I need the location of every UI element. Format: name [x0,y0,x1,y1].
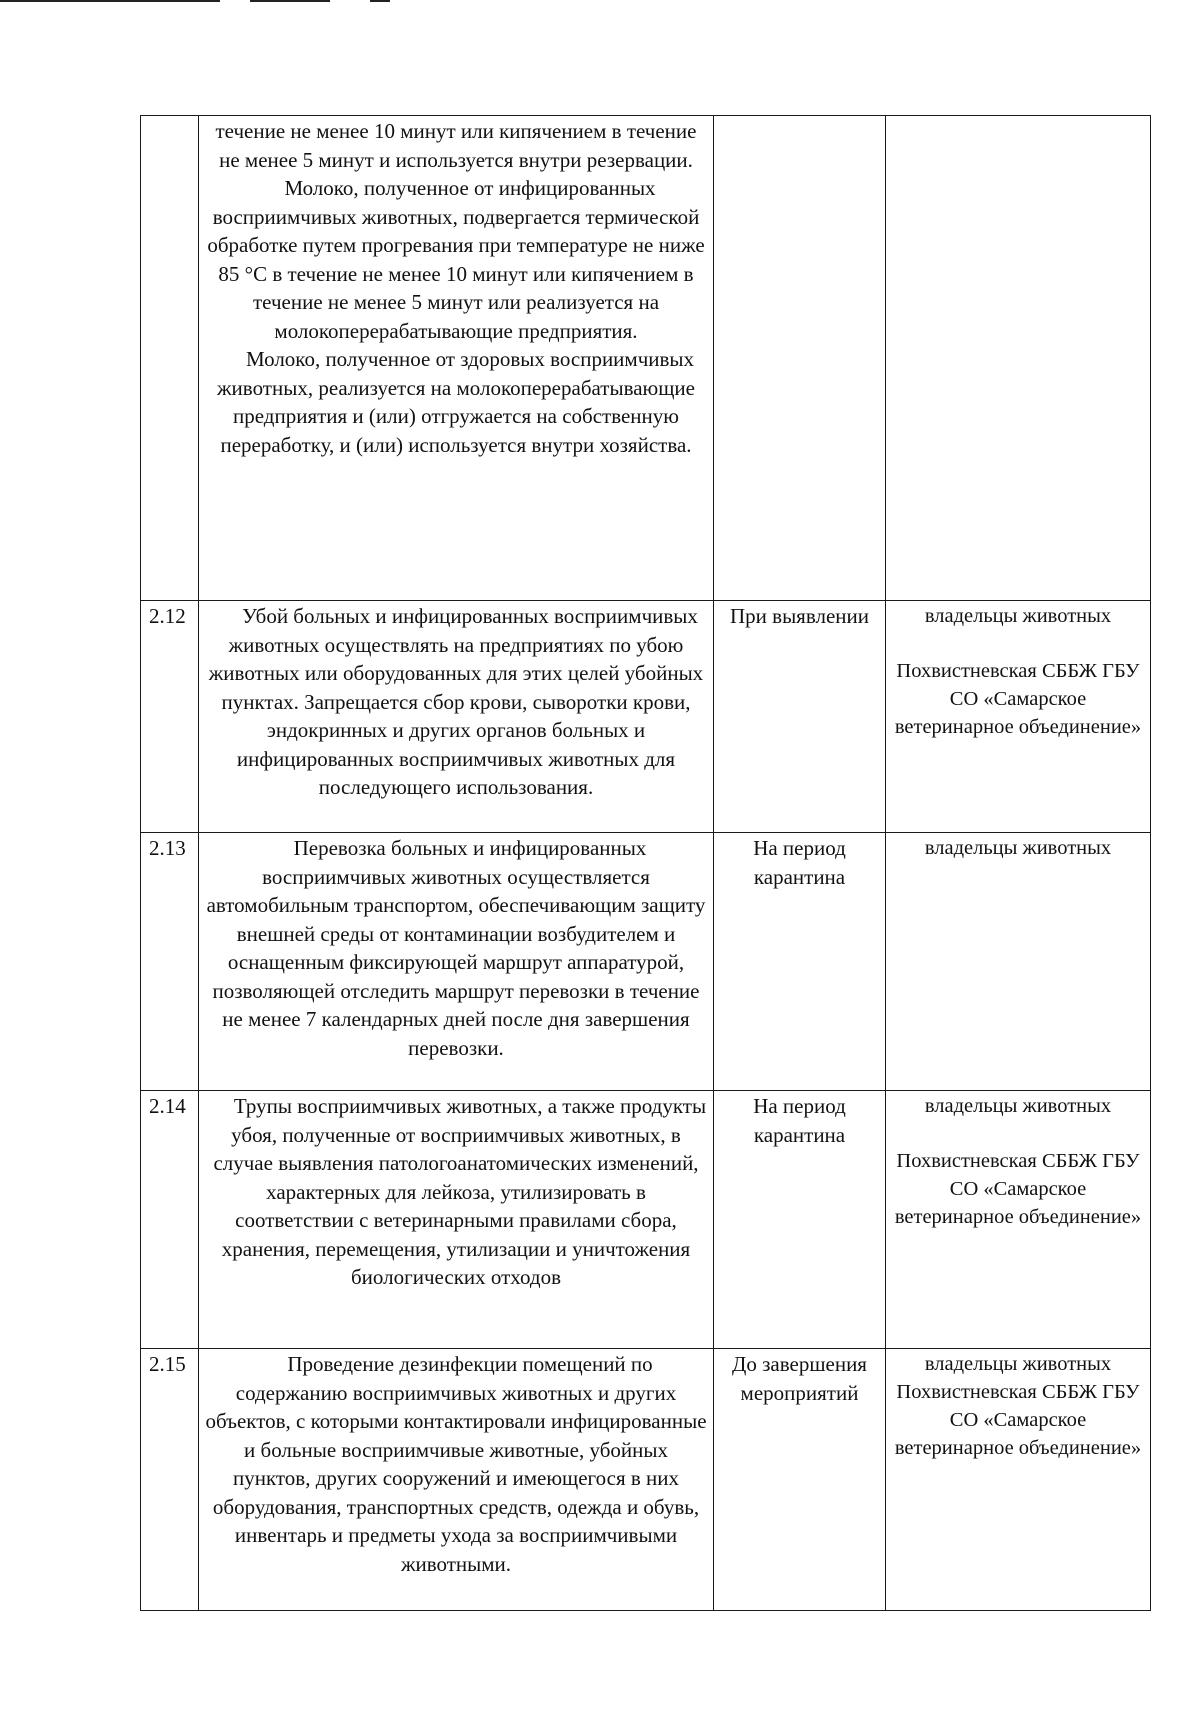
measure-paragraph: Молоко, полученное от здоровых восприимчивых животных, реализуется на молокоперерабатывающие предприятия и (или) отгружается на собственную переработку, и (или) используется внутри хозяйства. [217,347,695,457]
responsible-owner: владельцы животных [924,1095,1112,1117]
measure-text [199,601,714,833]
scan-mark-top-right [370,0,390,2]
responsible-cell [886,1349,1151,1611]
measure-paragraph: Молоко, полученное от инфицированных восприимчивых животных, подвергается термической обработке путем прогревания при температуре не ниже 85 °С в течение не менее 10 минут или кипячением в течение не менее 5 минут или реализуется на молокоперерабатывающие предприятия. [207,176,705,343]
responsible-cell [886,601,1151,833]
table-row [141,833,1151,1091]
measure-paragraph: Проведение дезинфекции помещений по содержанию восприимчивых животных и других объектов, с которыми контактировали инфицированные и больные восприимчивые животные, убойных пунктов, других сооружений и имеющегося в них оборудования, транспортных средств, одежда и обувь, инвентарь и предметы ухода за восприимчивыми животными. [205,1352,707,1576]
deadline-cell: На период карантина [714,833,886,1091]
measure-paragraph: Перевозка больных и инфицированных восприимчивых животных осуществляется автомобильным транспортом, обеспечивающим защиту внешней среды от контаминации возбудителем и оснащенным фиксирующей маршрут аппаратурой, позволяющей отследить маршрут перевозки в течение не менее 7 календарных дней после дня завершения перевозки. [206,836,706,1060]
row-number: 2.12 [141,601,199,833]
measure-paragraph: течение не менее 10 минут или кипячением в течение не менее 5 минут и используется внутри резервации. [215,119,697,172]
responsible-cell [886,116,1151,601]
measure-text [199,1349,714,1611]
measures-table [140,115,1151,1611]
measure-paragraph: Убой больных и инфицированных восприимчивых животных осуществлять на предприятиях по убою животных или оборудованных для этих целей убойных пунктах. Запрещается сбор крови, сыворотки крови, эндокринных и других органов больных и инфицированных восприимчивых животных для последующего использования. [208,604,704,799]
table-row [141,1349,1151,1611]
responsible-owner: владельцы животных [924,1353,1112,1375]
measure-text [199,1091,714,1349]
scan-mark-top-mid [250,0,330,2]
measure-text [199,833,714,1091]
row-number [141,116,199,601]
deadline-cell: На период карантина [714,1091,886,1349]
scan-mark-top-left [0,0,220,2]
responsible-org: Похвистневская СББЖ ГБУ СО «Самарское ветеринарное объединение» [894,1381,1142,1459]
row-number: 2.15 [141,1349,199,1611]
responsible-owner: владельцы животных [924,837,1112,859]
responsible-cell [886,833,1151,1091]
responsible-org: Похвистневская СББЖ ГБУ СО «Самарское ветеринарное объединение» [894,1150,1142,1228]
deadline-cell: До завершения мероприятий [714,1349,886,1611]
row-number: 2.14 [141,1091,199,1349]
responsible-owner: владельцы животных [924,605,1112,627]
measure-text [199,116,714,601]
deadline-cell [714,116,886,601]
deadline-cell: При выявлении [714,601,886,833]
table-row [141,1091,1151,1349]
table-row [141,116,1151,601]
responsible-cell [886,1091,1151,1349]
responsible-org: Похвистневская СББЖ ГБУ СО «Самарское ветеринарное объединение» [894,660,1142,738]
row-number: 2.13 [141,833,199,1091]
measure-paragraph: Трупы восприимчивых животных, а также продукты убоя, полученные от восприимчивых животных, в случае выявления патологоанатомических изменений, характерных для лейкоза, утилизировать в соответствии с ветеринарными правилами сбора, хранения, перемещения, утилизации и уничтожения биологических отходов [213,1094,707,1289]
table-row [141,601,1151,833]
